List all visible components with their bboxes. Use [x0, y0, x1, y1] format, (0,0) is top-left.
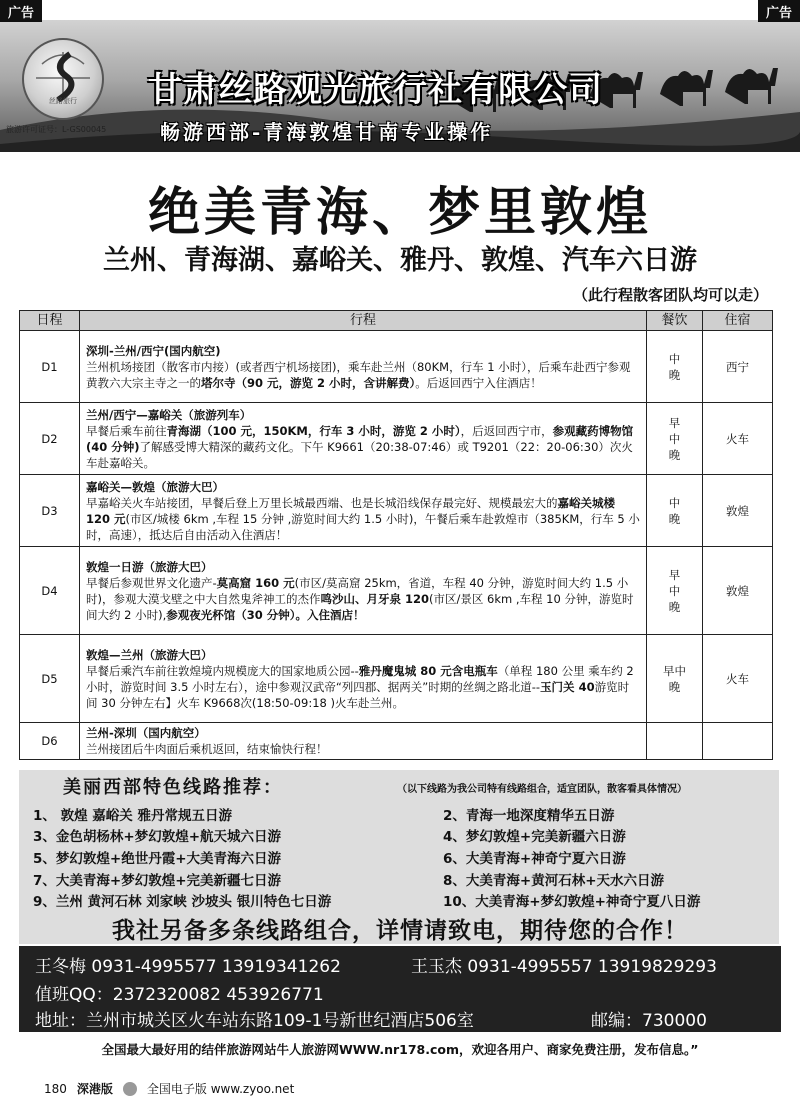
list-item: 7、大美青海+梦幻敦煌+完美新疆七日游 [33, 872, 282, 889]
meal-cell [647, 331, 703, 403]
page-number: 180 [44, 1081, 67, 1096]
day-cell: D5 [20, 635, 80, 723]
itinerary-cell [80, 403, 647, 475]
stay-cell [703, 723, 773, 760]
stay-cell: 敦煌 [703, 547, 773, 635]
table-row [20, 403, 773, 475]
route-text: (市区/景区 6km ,车程 10 分钟，游览时间大约 2 小时), [86, 591, 634, 622]
table-row [20, 547, 773, 635]
route-text: 早餐后乘汽车前往敦煌境内规模庞大的国家地质公园-- [86, 663, 359, 678]
ad-tag-left: 广告 [0, 0, 42, 22]
route-highlight: 雅丹魔鬼城 80 元含电瓶车 [358, 663, 498, 678]
ad-tag-right: 广告 [758, 0, 800, 22]
route-list-row [33, 868, 773, 890]
company-logo [22, 38, 104, 120]
seal-icon [123, 1082, 137, 1096]
recommended-title: 美丽西部特色线路推荐： [63, 777, 283, 798]
stay-cell: 敦煌 [703, 475, 773, 547]
table-header-row [20, 311, 773, 331]
logo-caption: 丝路旅行 [49, 97, 77, 105]
route-text: ，后返回西宁市， [460, 423, 553, 438]
day-cell: D4 [20, 547, 80, 635]
group-note: （此行程散客团队均可以走） [572, 286, 768, 304]
route-title: 敦煌—兰州（旅游大巴） [86, 647, 213, 662]
route-highlight: 莫高窟 160 元 [216, 575, 295, 590]
list-item: 5、梦幻敦煌+绝世丹霞+大美青海六日游 [33, 850, 282, 867]
day-cell: D6 [20, 723, 80, 760]
route-title: 兰州-深圳（国内航空） [86, 726, 206, 740]
route-title: 深圳-兰州/西宁(国内航空) [86, 343, 221, 358]
itinerary-cell [80, 547, 647, 635]
meal-item: 早 [668, 567, 681, 582]
route-highlight: 塔尔寺（90 元，游览 2 小时，含讲解费） [201, 375, 416, 390]
edition-label: 深港版 [76, 1082, 113, 1096]
closing-message: 我社另备多条线路组合，详情请致电，期待您的合作！ [112, 918, 688, 944]
contact-address: 地址：兰州市城关区火车站东路109-1号新世纪酒店506室 [35, 1011, 474, 1031]
meal-item: 晚 [668, 679, 681, 694]
route-highlight: 玉门关 40 [540, 679, 595, 694]
contact-person-2: 王玉杰 0931-4995557 13919829293 [411, 957, 717, 977]
itinerary-table [19, 310, 773, 760]
list-item: 1、 敦煌 嘉峪关 雅丹常规五日游 [33, 807, 232, 824]
route-highlight: 鸣沙山、月牙泉 120 [320, 591, 429, 606]
meal-item: 中 [668, 495, 681, 510]
list-item: 2、青海一地深度精华五日游 [443, 807, 615, 824]
license-number: 旅游许可证号：L-GS00045 [6, 125, 107, 134]
table-row [20, 475, 773, 547]
contact-person-1: 王冬梅 0931-4995577 13919341262 [35, 957, 341, 977]
recommended-note: （以下线路为我公司特有线路组合，适宜团队，散客看具体情况） [397, 784, 687, 795]
meal-item: 早中 [663, 663, 686, 678]
company-name: 甘肃丝路观光旅行社有限公司 [148, 70, 603, 110]
header-day: 日程 [20, 311, 80, 331]
table-row [20, 635, 773, 723]
stay-cell: 火车 [703, 403, 773, 475]
list-item: 9、兰州 黄河石林 刘家峡 沙坡头 银川特色七日游 [33, 894, 332, 911]
route-text: (市区/莫高窟 25km，省道，车程 40 分钟，游览时间大约 1.5 小时)，参观大漠戈壁之中大自然鬼斧神工的杰作 [86, 575, 629, 606]
route-text: (市区/城楼 6km ,车程 15 分钟 ,游览时间大约 1.5 小时)，午餐后乘车赴敦煌市（385KM，行车 5 小时，高速），抵达后自由活动入住酒店！ [86, 511, 640, 542]
route-text: 早餐后参观世界文化遗产- [86, 575, 217, 590]
main-headline: 绝美青海、梦里敦煌 [147, 183, 652, 243]
route-highlight: 嘉峪关城楼 120 元 [86, 495, 615, 526]
meal-item: 晚 [668, 367, 681, 382]
list-item: 4、梦幻敦煌+完美新疆六日游 [443, 829, 626, 846]
list-item: 8、大美青海+黄河石林+天水六日游 [443, 872, 665, 889]
list-item: 3、金色胡杨林+梦幻敦煌+航天城六日游 [33, 829, 282, 846]
meal-item: 晚 [668, 599, 681, 614]
list-item: 10、大美青海+梦幻敦煌+神奇宁夏八日游 [443, 894, 701, 911]
meal-item: 中 [668, 583, 681, 598]
meal-item: 早 [668, 415, 681, 430]
silk-road-logo-icon [22, 38, 104, 120]
itinerary-cell [80, 331, 647, 403]
route-text: 早嘉峪关火车站接团，早餐后登上万里长城最西端、也是长城沿线保存最完好、规模最宏大的 [86, 495, 558, 510]
route-text: （单程 180 公里 乘车约 2 小时，游览时间 3.5 小时左右），途中参观汉武帝“列四郡、据两关”时期的丝绸之路北道-- [86, 663, 634, 694]
itinerary-cell [80, 635, 647, 723]
site-label: 全国电子版 www.zyoo.net [146, 1082, 295, 1096]
page-footer [44, 1080, 294, 1097]
header-banner [0, 20, 800, 152]
contact-panel [19, 946, 781, 1032]
route-highlight: 参观夜光杯馆（30 分钟）。入住酒店！ [166, 607, 365, 622]
header-meals: 餐饮 [647, 311, 703, 331]
stay-cell: 西宁 [703, 331, 773, 403]
meal-item: 中 [668, 351, 681, 366]
route-text: 。后返回西宁入住酒店！ [415, 375, 542, 390]
day-cell: D3 [20, 475, 80, 547]
sub-headline: 兰州、青海湖、嘉峪关、雅丹、敦煌、汽车六日游 [103, 245, 697, 276]
route-text: 兰州接团后牛肉面后乘机返回，结束愉快行程！ [86, 742, 328, 756]
meal-cell [647, 723, 703, 760]
route-title: 兰州/西宁—嘉峪关（旅游列车） [86, 407, 252, 422]
route-highlight: 参观藏药博物馆(40 分钟) [86, 423, 634, 454]
meal-cell [647, 635, 703, 723]
route-title: 嘉峪关—敦煌（旅游大巴） [86, 479, 224, 494]
meal-item: 中 [668, 431, 681, 446]
list-item: 6、大美青海+神奇宁夏六日游 [443, 850, 626, 867]
day-cell: D1 [20, 331, 80, 403]
company-slogan: 畅游西部-青海敦煌甘南专业操作 [160, 120, 494, 144]
contact-postcode: 邮编：730000 [591, 1011, 707, 1031]
header-stay: 住宿 [703, 311, 773, 331]
itinerary-cell [80, 475, 647, 547]
table-row [20, 331, 773, 403]
meal-cell [647, 403, 703, 475]
route-text: 了解感受博大精深的藏药文化。下午 K9661（20:38-07:46）或 T9201（22：20-06:30）次火车赴嘉峪关。 [86, 439, 633, 470]
table-row [20, 723, 773, 760]
route-highlight: 青海湖（100 元，150KM，行车 3 小时，游览 2 小时） [166, 423, 461, 438]
website-promo-line: 全国最大最好用的结伴旅游网站牛人旅游网WWW.nr178.com，欢迎各用户、商家免费注册，发布信息。” [101, 1042, 699, 1057]
route-list [33, 803, 773, 911]
stay-cell: 火车 [703, 635, 773, 723]
route-list-row [33, 803, 773, 825]
route-title: 敦煌一日游（旅游大巴） [86, 559, 213, 574]
route-text: 游览时间 30 分钟左右】火车 K9668次(18:50-09:18 )火车赴兰州。 [86, 679, 630, 710]
meal-cell [647, 475, 703, 547]
contact-qq: 值班QQ：2372320082 453926771 [35, 985, 324, 1005]
meal-item: 晚 [668, 447, 681, 462]
route-text: 兰州机场接团（散客市内接）(或者西宁机场接团)，乘车赴兰州（80KM，行车 1 小时），后乘车赴西宁参观黄教六大宗主寺之一的 [86, 359, 631, 390]
route-list-row [33, 825, 773, 847]
meal-item: 晚 [668, 511, 681, 526]
route-text: 早餐后乘车前往 [86, 423, 167, 438]
meal-cell [647, 547, 703, 635]
route-list-row [33, 889, 773, 911]
route-list-row [33, 846, 773, 868]
header-itinerary: 行程 [80, 311, 647, 331]
itinerary-cell [80, 723, 647, 760]
day-cell: D2 [20, 403, 80, 475]
